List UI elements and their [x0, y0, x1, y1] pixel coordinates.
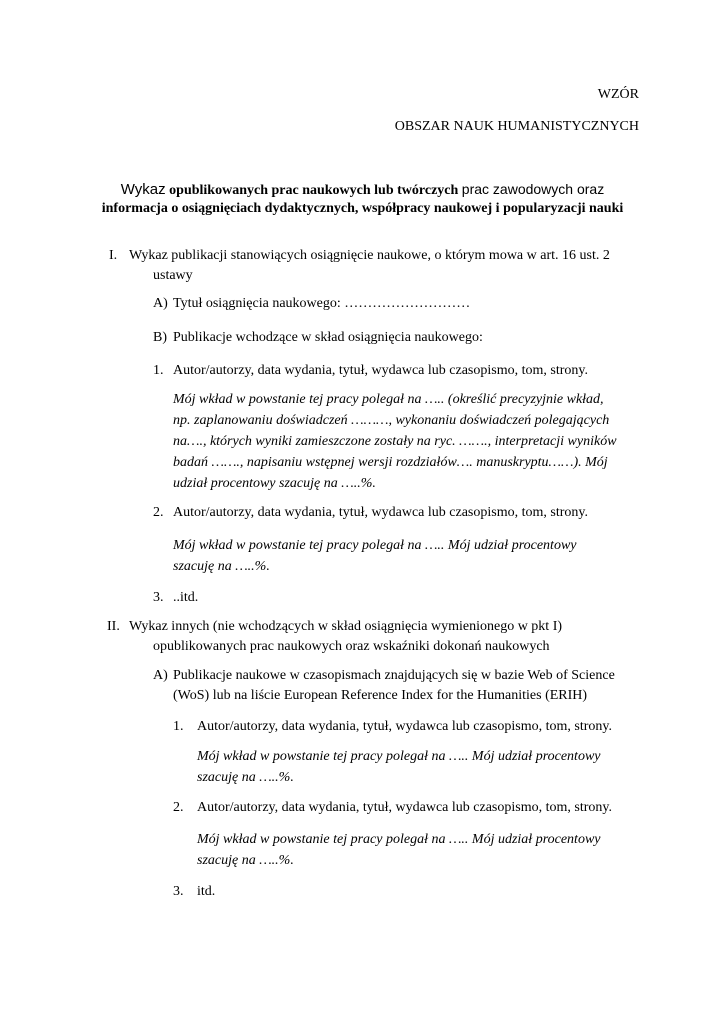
- title-bold-part: opublikowanych prac naukowych lub twórczych: [165, 183, 462, 198]
- section-2-a-marker: A): [153, 668, 168, 683]
- section-1-item-1-note-line: badań ……., napisaniu wstępnej wersji rozdziałów…. manuskryptu……). Mój: [173, 455, 608, 470]
- section-1-item-1-note-line: udział procentowy szacuję na …..%.: [173, 476, 376, 491]
- document-title-line-2: informacja o osiągnięciach dydaktycznych, współpracy naukowej i popularyzacji nauki: [101, 201, 624, 216]
- section-1-item-2-marker: 2.: [153, 505, 164, 520]
- section-1-b-text: Publikacje wchodzące w skład osiągnięcia naukowego:: [173, 330, 483, 345]
- section-2-heading-cont: opublikowanych prac naukowych oraz wskaźniki dokonań naukowych: [153, 639, 550, 654]
- template-label: WZÓR: [597, 87, 639, 102]
- section-1-a-marker: A): [153, 296, 168, 311]
- section-2-item-1-marker: 1.: [173, 719, 184, 734]
- field-label: OBSZAR NAUK HUMANISTYCZNYCH: [394, 119, 639, 134]
- section-2-item-1-note-line: Mój wkład w powstanie tej pracy polegał na ….. Mój udział procentowy: [197, 749, 601, 764]
- section-1-a-text: Tytuł osiągnięcia naukowego: ………………………: [173, 296, 471, 311]
- section-1-heading: Wykaz publikacji stanowiących osiągnięcie naukowe, o którym mowa w art. 16 ust. 2: [129, 248, 610, 263]
- section-2-marker: II.: [107, 619, 120, 634]
- section-1-heading-cont: ustawy: [153, 268, 193, 283]
- section-1-marker: I.: [109, 248, 118, 263]
- title-word-wykaz: Wykaz: [120, 181, 166, 198]
- section-2-item-2-note-line: szacuję na …..%.: [197, 853, 294, 868]
- section-2-item-1-note-line: szacuję na …..%.: [197, 770, 294, 785]
- section-2-item-2-marker: 2.: [173, 800, 184, 815]
- section-1-item-1-note-line: np. zaplanowaniu doświadczeń ………, wykonaniu doświadczeń polegających: [173, 413, 610, 428]
- section-2-a-text: Publikacje naukowe w czasopismach znajdujących się w bazie Web of Science: [173, 668, 615, 683]
- section-1-item-3-text: ..itd.: [173, 590, 199, 605]
- section-2-item-2-text: Autor/autorzy, data wydania, tytuł, wydawca lub czasopismo, tom, strony.: [197, 800, 612, 815]
- section-2-item-1-text: Autor/autorzy, data wydania, tytuł, wydawca lub czasopismo, tom, strony.: [197, 719, 612, 734]
- section-1-item-1-marker: 1.: [153, 363, 164, 378]
- section-1-item-2-note-line: szacuję na …..%.: [173, 559, 270, 574]
- section-1-item-2-note-line: Mój wkład w powstanie tej pracy polegał na ….. Mój udział procentowy: [173, 538, 577, 553]
- title-sans-part: prac zawodowych oraz: [461, 181, 605, 197]
- section-1-item-1-note-line: na…., których wyniki zamieszczone zostały na ryc. ……., interpretacji wyników: [173, 434, 617, 449]
- section-2-item-3-text: itd.: [197, 884, 216, 899]
- section-2-a-text-cont: (WoS) lub na liście European Reference Index for the Humanities (ERIH): [173, 688, 588, 703]
- section-1-b-marker: B): [153, 330, 167, 345]
- section-1-item-1-note-line: Mój wkład w powstanie tej pracy polegał na ….. (określić precyzyjnie wkład,: [173, 392, 604, 407]
- section-1-item-2-text: Autor/autorzy, data wydania, tytuł, wydawca lub czasopismo, tom, strony.: [173, 505, 588, 520]
- section-2-item-2-note-line: Mój wkład w powstanie tej pracy polegał na ….. Mój udział procentowy: [197, 832, 601, 847]
- section-1-item-3-marker: 3.: [153, 590, 164, 605]
- section-1-item-1-text: Autor/autorzy, data wydania, tytuł, wydawca lub czasopismo, tom, strony.: [173, 363, 588, 378]
- section-2-item-3-marker: 3.: [173, 884, 184, 899]
- section-2-heading: Wykaz innych (nie wchodzących w skład osiągnięcia wymienionego w pkt I): [129, 619, 563, 634]
